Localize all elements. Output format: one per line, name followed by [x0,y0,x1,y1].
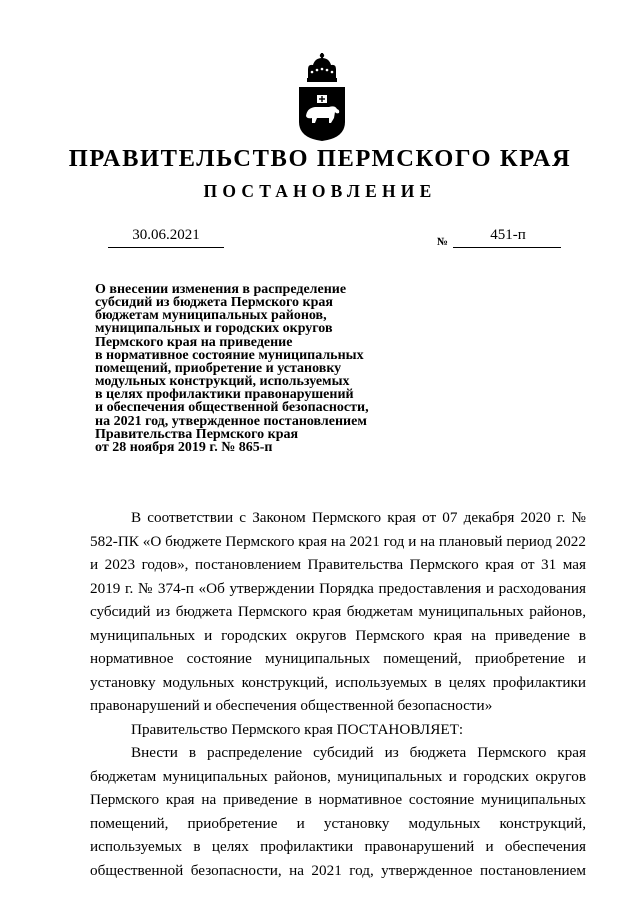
number-underline [453,247,561,248]
number-sign-label: № [437,236,449,248]
document-number-field [437,226,561,248]
resolution-paragraph: Правительство Пермского края ПОСТАНОВЛЯЕТ: [131,720,464,738]
amendment-paragraph: Внести в распределение субсидий из бюджета Пермского края бюджетам муниципальных районов, муниципальных и городских округов Пермского края на приведение в нормативное состояние муниципальных помещений, приобретение и установку модульных конструкций, используемых в целях профилактики правонарушений и обеспечения общественной безопасности, на 2021 год, утвержденное постановлением [90,744,586,879]
document-date: 30.06.2021 [132,227,200,243]
document-subject [95,283,415,454]
subject-line: бюджетам муниципальных районов, [95,308,327,324]
perm-coat-of-arms-icon [295,52,349,142]
document-number: 451-п [490,227,526,243]
subject-line: в нормативное состояние муниципальных [95,347,364,363]
subject-line: О внесении изменения в распределение [95,282,347,297]
subject-line: Пермского края на приведение [95,334,293,350]
subject-line: помещений, приобретение и установку [95,360,342,376]
subject-line: Правительства Пермского края [95,426,299,442]
subject-line: на 2021 год, утвержденное постановлением [95,413,367,429]
subject-line: в целях профилактики правонарушений [95,387,354,403]
document-body [90,506,586,882]
subject-line: субсидий из бюджета Пермского края [95,295,333,311]
subject-line: модульных конструкций, используемых [95,374,350,390]
document-date-field [108,226,224,248]
government-title: ПРАВИТЕЛЬСТВО ПЕРМСКОГО КРАЯ [68,145,572,172]
legal-basis-paragraph: В соответствии с Законом Пермского края от 07 декабря 2020 г. № 582-ПК «О бюджете Пермского края на 2021 год и на плановый период 2022 и 2023 годов», постановлением Правительства Пермского края от 31 мая 2019 г. № 374-п «Об утверждении Порядка предоставления и расходования субсидий из бюджета Пермского края бюджетам муниципальных районов, муниципальных и городских округов Пермского края на приведение в нормативное состояние муниципальных помещений, приобретение и установку модульных конструкций, используемых в целях профилактики правонарушений и обеспечения общественной безопасности» [90,509,586,714]
subject-line: муниципальных и городских округов [95,321,333,337]
date-underline [108,247,224,248]
document-type-title: ПОСТАНОВЛЕНИЕ [203,181,437,201]
subject-line: и обеспечения общественной безопасности, [95,400,369,416]
subject-line: от 28 ноября 2019 г. № 865-п [95,439,273,455]
